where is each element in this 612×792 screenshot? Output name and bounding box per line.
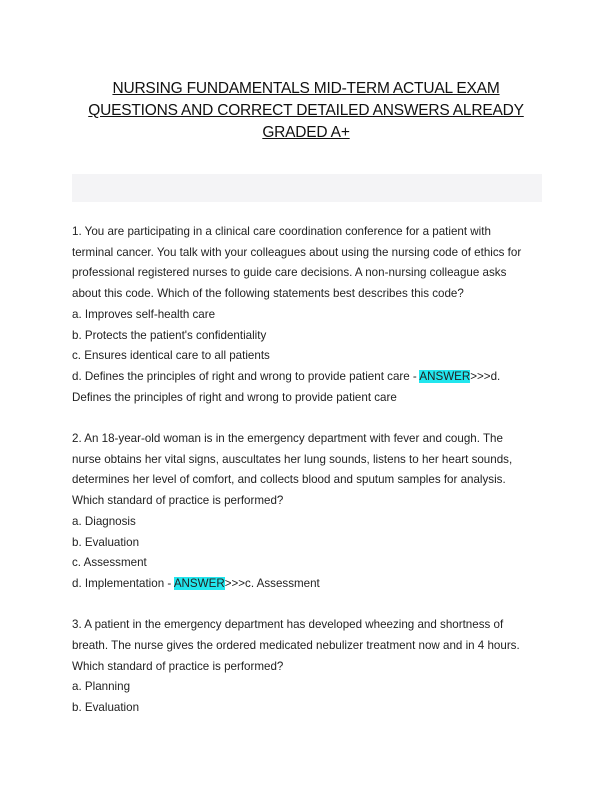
answer-text: >>>c. Assessment [224, 576, 320, 590]
question-stem-line: breath. The nurse gives the ordered medicated nebulizer treatment now and in 4 hours. [72, 639, 520, 653]
answer-option-text: d. Defines the principles of right and wrong to provide patient care - [72, 369, 420, 383]
document-title [60, 78, 552, 144]
answer-highlight: ANSWER [173, 576, 225, 590]
answer-text-continued: Defines the principles of right and wrong to provide patient care [72, 390, 397, 404]
question-3 [72, 615, 548, 719]
shaded-banner [72, 174, 542, 202]
question-1 [72, 222, 548, 408]
question-stem-line: terminal cancer. You talk with your colleagues about using the nursing code of ethics for [72, 245, 522, 259]
answer-option-text: d. Implementation - [72, 576, 174, 590]
answer-option: a. Improves self-health care [72, 307, 216, 321]
title-line-1: NURSING FUNDAMENTALS MID-TERM ACTUAL EXAM [112, 80, 500, 97]
question-stem-line: determines her level of comfort, and collects blood and sputum samples for analysis. [72, 473, 506, 487]
answer-option-with-answer [72, 367, 548, 388]
answer-text: >>>d. [470, 369, 501, 383]
question-stem-line: nurse obtains her vital signs, auscultates her lung sounds, listens to her heart sounds, [72, 452, 513, 466]
title-line-2: QUESTIONS AND CORRECT DETAILED ANSWERS ALREADY [88, 102, 524, 119]
answer-option: a. Diagnosis [72, 514, 136, 528]
title-line-3: GRADED A+ [262, 124, 350, 141]
question-stem-line: 1. You are participating in a clinical care coordination conference for a patient with [72, 225, 491, 238]
question-stem-line: about this code. Which of the following statements best describes this code? [72, 287, 464, 301]
answer-option: b. Evaluation [72, 535, 140, 549]
question-stem-line: Which standard of practice is performed? [72, 494, 284, 508]
answer-highlight: ANSWER [419, 369, 471, 383]
question-stem-line: Which standard of practice is performed? [72, 659, 284, 673]
answer-option: c. Assessment [72, 556, 147, 570]
answer-option: a. Planning [72, 680, 131, 694]
question-stem-line: professional registered nurses to guide care decisions. A non-nursing colleague asks [72, 266, 507, 280]
question-stem-line: 2. An 18-year-old woman is in the emergency department with fever and cough. The [72, 432, 503, 446]
answer-option: b. Evaluation [72, 701, 140, 715]
answer-option-with-answer [72, 574, 548, 595]
answer-option: b. Protects the patient's confidentiality [72, 328, 267, 342]
answer-option: c. Ensures identical care to all patients [72, 349, 270, 363]
question-2 [72, 429, 548, 595]
question-stem-line: 3. A patient in the emergency department has developed wheezing and shortness of [72, 618, 504, 632]
questions-body [72, 222, 548, 719]
